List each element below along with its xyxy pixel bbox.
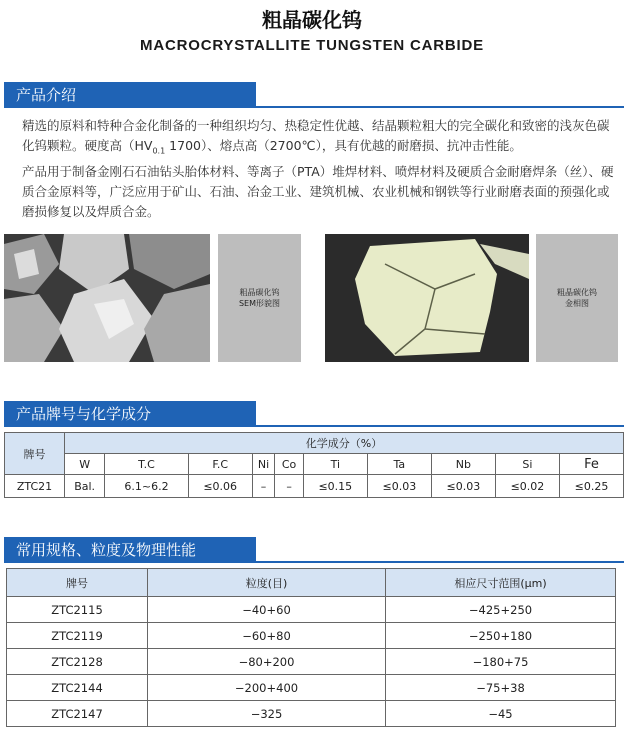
composition-value: ≤0.03: [367, 475, 431, 498]
table-row: [7, 675, 616, 701]
page-subtitle: MACROCRYSTALLITE TUNGSTEN CARBIDE: [140, 37, 484, 54]
chem-heading: 产品牌号与化学成分: [4, 401, 256, 427]
specs-header-row: [7, 569, 616, 597]
intro-rule: [4, 106, 624, 108]
table-row: [7, 701, 616, 727]
specs-rule: [4, 561, 624, 563]
element-header: Ta: [367, 454, 431, 475]
metallograph-image: [325, 234, 529, 362]
metallograph-caption: 粗晶碳化钨 金相图: [536, 234, 618, 362]
element-header: Ni: [252, 454, 275, 475]
element-header: Nb: [431, 454, 495, 475]
table-cell: ZTC2128: [7, 649, 148, 675]
composition-value: 6.1~6.2: [105, 475, 188, 498]
chem-rule: [4, 425, 624, 427]
sem-image: [4, 234, 210, 362]
table-cell: −180+75: [386, 649, 616, 675]
column-header: 相应尺寸范围(μm): [386, 569, 616, 597]
table-row: [7, 649, 616, 675]
table-row: [5, 475, 624, 498]
table-cell: −40+60: [148, 597, 386, 623]
table-cell: −75+38: [386, 675, 616, 701]
table-cell: −80+200: [148, 649, 386, 675]
table-cell: −200+400: [148, 675, 386, 701]
grade-cell: ZTC21: [5, 475, 65, 498]
table-cell: −425+250: [386, 597, 616, 623]
column-header: 粒度(目): [148, 569, 386, 597]
sem-caption: 粗晶碳化钨 SEM形貌图: [218, 234, 301, 362]
table-cell: ZTC2115: [7, 597, 148, 623]
table-cell: −325: [148, 701, 386, 727]
composition-value: ≤0.02: [495, 475, 559, 498]
element-header: Co: [275, 454, 303, 475]
intro-text: [4, 116, 620, 222]
specs-heading: 常用规格、粒度及物理性能: [4, 537, 256, 563]
table-cell: −45: [386, 701, 616, 727]
table-row: [7, 623, 616, 649]
composition-value: Bal.: [65, 475, 105, 498]
bullet-icon: [4, 162, 22, 182]
intro-paragraph-2: 产品用于制备金刚石石油钻头胎体材料、等离子（PTA）堆焊材料、喷焊材料及硬质合金耐磨焊条（丝）、硬质合金原料等，广泛应用于矿山、石油、冶金工业、建筑机械、农业机械和钢铁等行业耐磨表面的预强化或磨损修复以及焊质合金。: [4, 162, 620, 222]
element-header: W: [65, 454, 105, 475]
table-cell: ZTC2119: [7, 623, 148, 649]
intro-heading: 产品介绍: [4, 82, 256, 108]
page-title: 粗晶碳化钨: [262, 8, 362, 32]
element-header: Fe: [559, 454, 623, 475]
table-cell: ZTC2144: [7, 675, 148, 701]
composition-value: ≤0.15: [303, 475, 367, 498]
grade-header: 牌号: [5, 433, 65, 475]
composition-value: ≤0.03: [431, 475, 495, 498]
chemical-composition-table: [4, 432, 624, 498]
bullet-icon: [4, 116, 22, 136]
composition-value: –: [275, 475, 303, 498]
composition-header: 化学成分（%）: [65, 433, 624, 454]
intro-paragraph-1: 精选的原料和特种合金化制备的一种组织均匀、热稳定性优越、结晶颗粒粗大的完全碳化和致密的浅灰色碳化钨颗粒。硬度高（$HV_{0.1}$ 1700）、熔点高（2700℃），具有优越的耐磨损、抗冲击性能。: [4, 116, 620, 162]
composition-value: ≤0.06: [188, 475, 252, 498]
table-cell: −250+180: [386, 623, 616, 649]
table-cell: −60+80: [148, 623, 386, 649]
specs-table: [6, 568, 616, 727]
element-header: F.C: [188, 454, 252, 475]
column-header: 牌号: [7, 569, 148, 597]
composition-value: –: [252, 475, 275, 498]
element-header-row: [5, 454, 624, 475]
table-row: [7, 597, 616, 623]
element-header: T.C: [105, 454, 188, 475]
element-header: Ti: [303, 454, 367, 475]
composition-value: ≤0.25: [559, 475, 623, 498]
table-cell: ZTC2147: [7, 701, 148, 727]
element-header: Si: [495, 454, 559, 475]
